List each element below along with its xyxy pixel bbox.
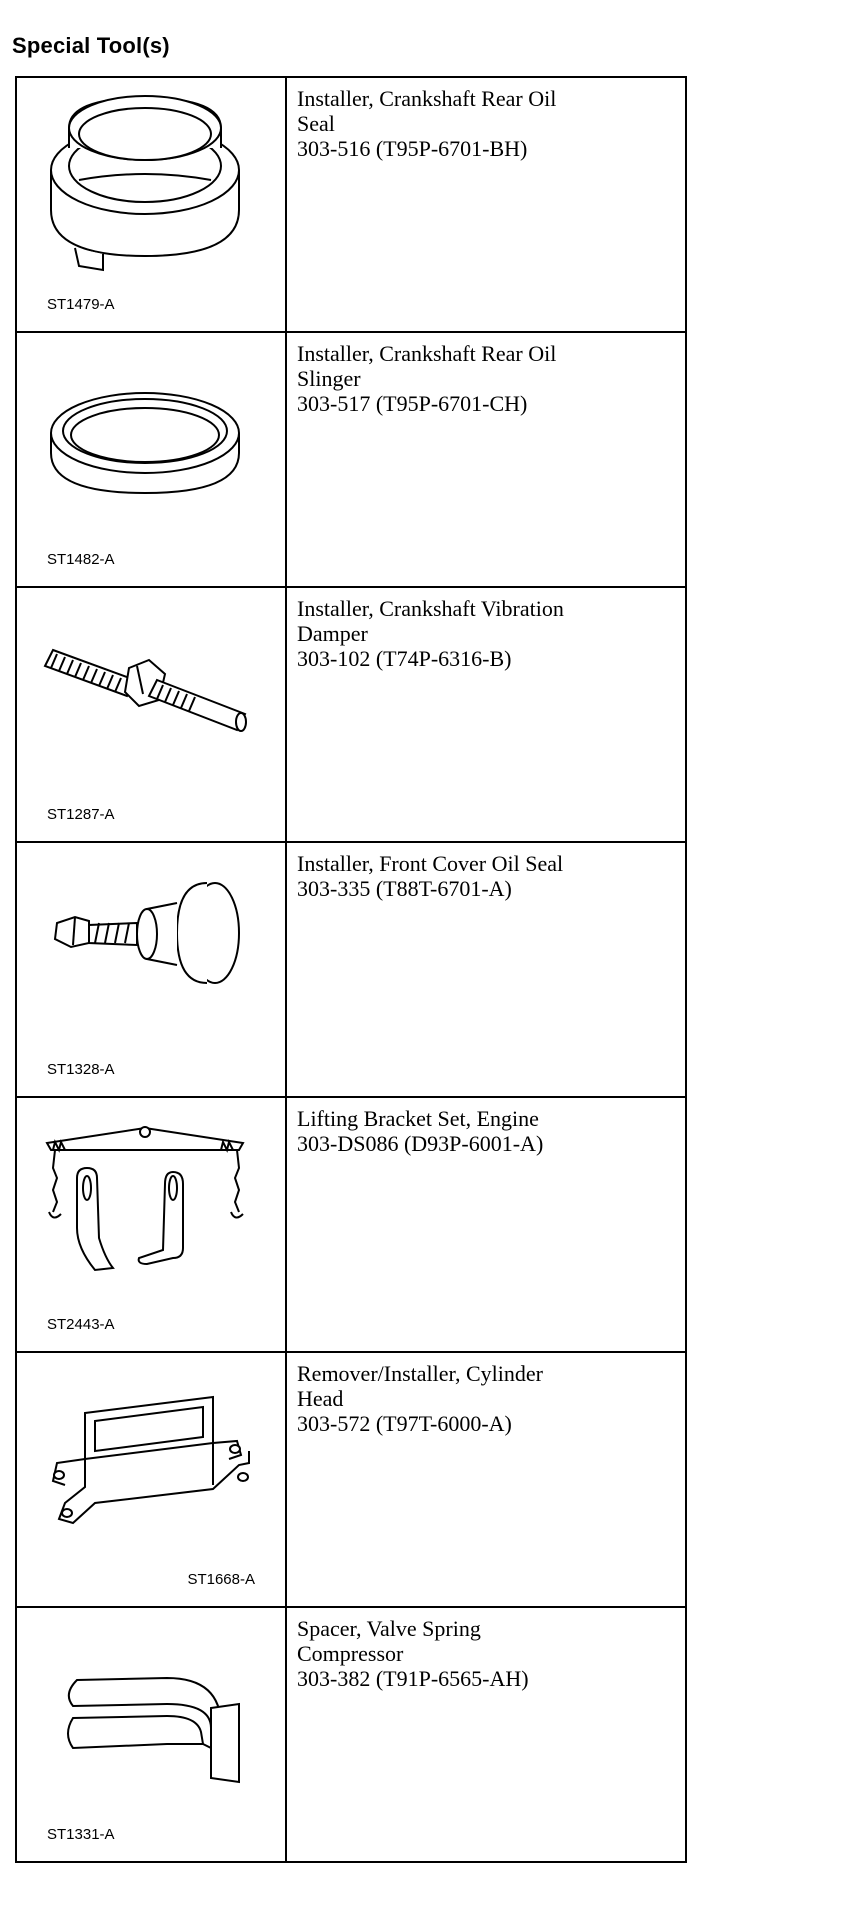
tool-illustration-cell (16, 1352, 286, 1607)
lifting-bracket-set-icon (17, 1098, 285, 1351)
tool-illustration-cell (16, 1097, 286, 1352)
tool-description-cell (286, 1352, 686, 1607)
illustration-code: ST1287-A (47, 806, 115, 823)
tool-part-number: 303-DS086 (D93P-6001-A) (297, 1131, 544, 1156)
table-row (16, 842, 686, 1097)
tool-name-continued: Damper (297, 621, 368, 646)
illustration-code: ST1331-A (47, 1826, 115, 1843)
tool-part-number: 303-102 (T74P-6316-B) (297, 646, 512, 671)
tool-illustration-cell (16, 332, 286, 587)
tool-description-cell (286, 587, 686, 842)
tool-part-number: 303-517 (T95P-6701-CH) (297, 391, 528, 416)
tool-description-cell (286, 1607, 686, 1862)
tool-name: Remover/Installer, Cylinder (297, 1361, 543, 1386)
tool-part-number: 303-516 (T95P-6701-BH) (297, 136, 528, 161)
special-tools-table (15, 76, 687, 1863)
table-row (16, 1607, 686, 1862)
tool-name-continued: Compressor (297, 1641, 404, 1666)
page-title: Special Tool(s) (12, 33, 170, 58)
table-row (16, 332, 686, 587)
tool-description-cell (286, 332, 686, 587)
tool-part-number: 303-335 (T88T-6701-A) (297, 876, 512, 901)
tool-description-cell (286, 842, 686, 1097)
tool-name: Installer, Front Cover Oil Seal (297, 851, 564, 876)
tool-name: Installer, Crankshaft Rear Oil (297, 86, 557, 111)
illustration-code: ST2443-A (47, 1316, 115, 1333)
table-row (16, 587, 686, 842)
tool-part-number: 303-572 (T97T-6000-A) (297, 1411, 512, 1436)
illustration-code: ST1668-A (187, 1571, 255, 1588)
tool-illustration-cell (16, 842, 286, 1097)
tool-description-cell (286, 77, 686, 332)
tool-description-cell (286, 1097, 686, 1352)
illustration-code: ST1482-A (47, 551, 115, 568)
table-row (16, 1097, 686, 1352)
tool-name-continued: Slinger (297, 366, 361, 391)
tool-illustration-cell (16, 1607, 286, 1862)
tool-name: Installer, Crankshaft Rear Oil (297, 341, 557, 366)
front-cover-seal-installer-icon (17, 843, 285, 1096)
illustration-code: ST1479-A (47, 296, 115, 313)
rear-oil-seal-installer-icon (17, 78, 285, 331)
illustration-code: ST1328-A (47, 1061, 115, 1078)
valve-spring-spacer-icon (17, 1608, 285, 1861)
tool-name: Spacer, Valve Spring (297, 1616, 481, 1641)
tool-illustration-cell (16, 587, 286, 842)
rear-oil-slinger-installer-icon (17, 333, 285, 586)
tool-name: Lifting Bracket Set, Engine (297, 1106, 539, 1131)
tool-name: Installer, Crankshaft Vibration (297, 596, 564, 621)
tool-illustration-cell (16, 77, 286, 332)
table-row (16, 77, 686, 332)
vibration-damper-installer-icon (17, 588, 285, 841)
table-row (16, 1352, 686, 1607)
tool-name-continued: Seal (297, 111, 335, 136)
cylinder-head-remover-icon (17, 1353, 285, 1606)
tool-name-continued: Head (297, 1386, 344, 1411)
tool-part-number: 303-382 (T91P-6565-AH) (297, 1666, 529, 1691)
